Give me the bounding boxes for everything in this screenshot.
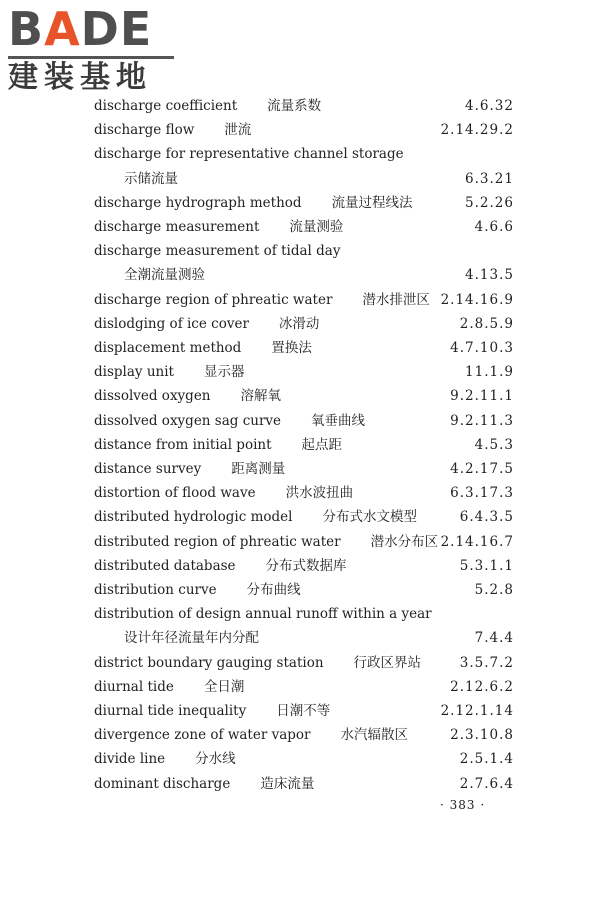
english-term bbox=[94, 602, 432, 626]
logo-chinese-text: 建装基地 bbox=[8, 60, 152, 95]
glossary-row bbox=[0, 626, 600, 650]
glossary-row bbox=[0, 288, 600, 312]
chinese-term: 分水线 bbox=[195, 751, 236, 768]
english-term-text: discharge measurement bbox=[94, 219, 260, 235]
english-term-text: discharge coefficient bbox=[94, 98, 238, 114]
english-term-text: divide line bbox=[94, 751, 166, 768]
logo-underline bbox=[8, 56, 174, 59]
section-number: 2.14.29.2 bbox=[440, 122, 514, 139]
chinese-term: 全日潮 bbox=[203, 678, 245, 695]
glossary-row bbox=[0, 505, 600, 529]
english-term-text: discharge region of phreatic water bbox=[94, 291, 333, 308]
glossary-row bbox=[0, 142, 600, 166]
section-number: 5.3.1.1 bbox=[459, 557, 514, 574]
section-number: 11.1.9 bbox=[465, 364, 514, 381]
section-number: 2.7.6.4 bbox=[459, 775, 514, 792]
glossary-row bbox=[0, 651, 600, 675]
english-term-text: discharge for representative channel storage bbox=[94, 146, 404, 163]
glossary-row bbox=[0, 360, 600, 384]
chinese-term: 置换法 bbox=[271, 340, 312, 356]
section-number: 4.6.6 bbox=[474, 219, 514, 235]
english-term bbox=[94, 312, 319, 336]
glossary-row bbox=[0, 239, 600, 263]
chinese-term: 距离测量 bbox=[231, 461, 286, 477]
english-term-text: diurnal tide bbox=[94, 678, 174, 695]
chinese-term: 设计年径流量年内分配 bbox=[124, 630, 259, 647]
english-term bbox=[94, 118, 251, 142]
english-term-text: distance survey bbox=[94, 461, 202, 477]
english-term-text: discharge measurement of tidal day bbox=[94, 243, 341, 260]
chinese-term: 流量测验 bbox=[289, 219, 344, 235]
glossary-row bbox=[0, 578, 600, 602]
brand-logo bbox=[8, 4, 178, 96]
english-term bbox=[94, 239, 340, 263]
section-number: 4.13.5 bbox=[465, 267, 514, 284]
english-term-text: display unit bbox=[94, 364, 174, 381]
page-number: · 383 · bbox=[440, 798, 486, 812]
section-number: 5.2.8 bbox=[474, 582, 514, 598]
section-number: 3.5.7.2 bbox=[459, 654, 514, 671]
english-term bbox=[94, 433, 342, 457]
section-number: 9.2.11.1 bbox=[450, 388, 514, 405]
english-term-text: dislodging of ice cover bbox=[94, 315, 249, 332]
glossary-row bbox=[0, 118, 600, 142]
chinese-term: 泄流 bbox=[224, 122, 252, 139]
glossary-row bbox=[0, 602, 600, 626]
section-number: 7.4.4 bbox=[474, 630, 514, 647]
chinese-term: 起点距 bbox=[301, 436, 343, 453]
glossary-row bbox=[0, 191, 600, 215]
logo-accent-letter: A bbox=[44, 2, 81, 56]
chinese-term: 示储流量 bbox=[124, 170, 178, 187]
english-term bbox=[94, 723, 408, 747]
english-term bbox=[94, 651, 421, 675]
glossary-row bbox=[0, 94, 600, 118]
english-term bbox=[94, 481, 353, 505]
chinese-term: 分布曲线 bbox=[246, 582, 301, 598]
glossary-row bbox=[0, 699, 600, 723]
section-number: 6.3.17.3 bbox=[450, 485, 514, 502]
section-number: 2.12.6.2 bbox=[450, 678, 514, 695]
english-term bbox=[94, 142, 404, 166]
glossary-row bbox=[0, 457, 600, 481]
glossary-row bbox=[0, 312, 600, 336]
english-term bbox=[94, 191, 413, 215]
chinese-term: 流量系数 bbox=[267, 98, 322, 114]
glossary-row bbox=[0, 723, 600, 747]
english-term bbox=[94, 288, 430, 312]
english-term bbox=[94, 675, 244, 699]
chinese-term: 潜水排泄区 bbox=[362, 291, 430, 308]
english-term bbox=[94, 457, 285, 481]
english-term-text: diurnal tide inequality bbox=[94, 703, 247, 719]
section-number: 2.3.10.8 bbox=[450, 727, 514, 744]
english-term bbox=[94, 409, 365, 433]
english-term-text: distributed hydrologic model bbox=[94, 509, 293, 526]
section-number: 4.5.3 bbox=[474, 436, 514, 453]
section-number: 5.2.26 bbox=[465, 194, 514, 211]
section-number: 2.12.1.14 bbox=[440, 703, 514, 719]
english-term-text: dominant discharge bbox=[94, 775, 231, 792]
glossary-row bbox=[0, 772, 600, 796]
english-term bbox=[94, 772, 314, 796]
english-term-text: distributed database bbox=[94, 557, 236, 574]
english-term bbox=[94, 505, 417, 529]
chinese-term: 显示器 bbox=[203, 364, 245, 381]
glossary-row bbox=[0, 409, 600, 433]
glossary-row bbox=[0, 481, 600, 505]
english-term-text: dissolved oxygen bbox=[94, 388, 211, 405]
english-term bbox=[94, 554, 347, 578]
section-number: 2.8.5.9 bbox=[459, 315, 514, 332]
english-term bbox=[94, 530, 438, 554]
chinese-term: 流量过程线法 bbox=[331, 194, 413, 211]
section-number: 2.5.1.4 bbox=[459, 751, 514, 768]
english-term-text: distribution of design annual runoff within a year bbox=[94, 606, 432, 623]
section-number: 4.7.10.3 bbox=[450, 340, 514, 356]
section-number: 9.2.11.3 bbox=[450, 412, 514, 429]
glossary-row bbox=[0, 675, 600, 699]
glossary-row bbox=[0, 336, 600, 360]
glossary-row bbox=[0, 384, 600, 408]
chinese-term: 氧垂曲线 bbox=[311, 412, 366, 429]
english-term-text: distortion of flood wave bbox=[94, 485, 256, 502]
english-term bbox=[94, 336, 312, 360]
english-term bbox=[94, 578, 301, 602]
glossary-row bbox=[0, 747, 600, 771]
glossary-row bbox=[0, 167, 600, 191]
chinese-term: 分布式数据库 bbox=[265, 557, 347, 574]
english-term bbox=[94, 215, 343, 239]
english-term bbox=[94, 384, 281, 408]
section-number: 6.4.3.5 bbox=[459, 509, 514, 526]
chinese-term: 分布式水文模型 bbox=[322, 509, 417, 526]
english-term-text: distributed region of phreatic water bbox=[94, 533, 341, 550]
chinese-term: 洪水波扭曲 bbox=[285, 485, 354, 502]
english-term-text: displacement method bbox=[94, 340, 242, 356]
english-term bbox=[94, 94, 321, 118]
chinese-term: 潜水分布区 bbox=[370, 533, 439, 550]
chinese-term: 行政区界站 bbox=[353, 654, 422, 671]
english-term-text: divergence zone of water vapor bbox=[94, 727, 311, 744]
english-term-text: discharge hydrograph method bbox=[94, 194, 302, 211]
logo-wordmark: BADE bbox=[8, 2, 153, 56]
glossary-row bbox=[0, 433, 600, 457]
chinese-term: 水汽辐散区 bbox=[340, 727, 408, 744]
section-number: 6.3.21 bbox=[465, 170, 514, 187]
chinese-term: 造床流量 bbox=[260, 775, 315, 792]
chinese-term: 全潮流量测验 bbox=[124, 267, 205, 284]
glossary-row bbox=[0, 215, 600, 239]
section-number: 2.14.16.9 bbox=[440, 291, 514, 308]
glossary-row bbox=[0, 263, 600, 287]
english-term bbox=[94, 747, 236, 771]
english-term-text: distribution curve bbox=[94, 582, 217, 598]
english-term bbox=[94, 360, 244, 384]
english-term-text: dissolved oxygen sag curve bbox=[94, 412, 282, 429]
english-term-text: distance from initial point bbox=[94, 436, 272, 453]
english-term bbox=[94, 699, 330, 723]
section-number: 4.2.17.5 bbox=[450, 461, 514, 477]
section-number: 2.14.16.7 bbox=[440, 533, 514, 550]
glossary-row bbox=[0, 530, 600, 554]
glossary-row bbox=[0, 554, 600, 578]
english-term-text: discharge flow bbox=[94, 122, 195, 139]
chinese-term: 日潮不等 bbox=[276, 703, 331, 719]
chinese-term: 冰滑动 bbox=[278, 315, 320, 332]
chinese-term: 溶解氧 bbox=[240, 388, 282, 405]
english-term-text: district boundary gauging station bbox=[94, 654, 324, 671]
section-number: 4.6.32 bbox=[465, 98, 514, 114]
